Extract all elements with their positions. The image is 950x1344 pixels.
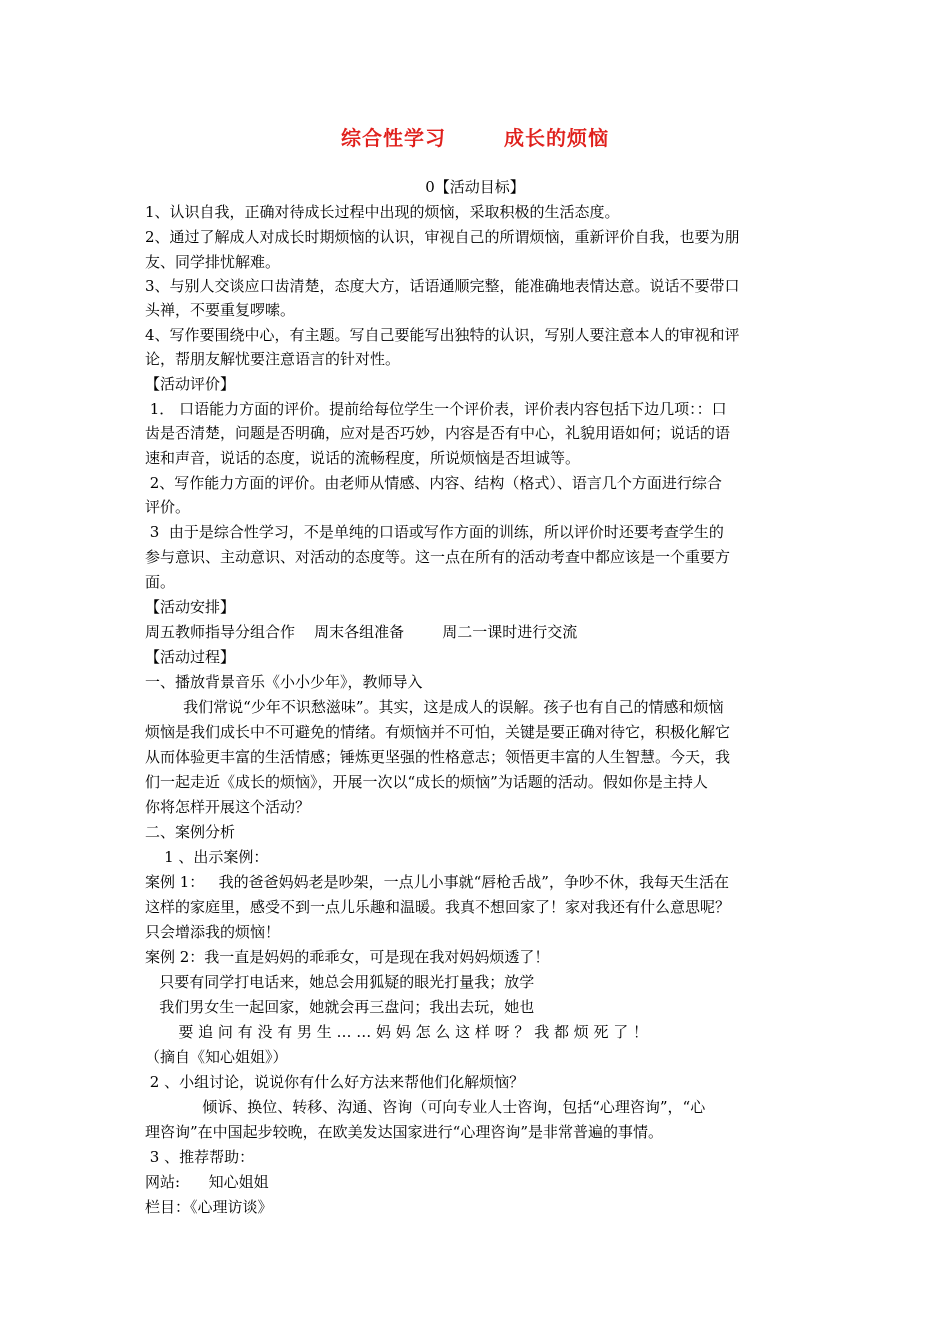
text-line: 我们男女生一起回家，她就会再三盘问；我出去玩，她也 <box>145 998 535 1016</box>
text-line: 网站: 知心姐姐 <box>145 1173 269 1191</box>
text-line: 1． 口语能力方面的评价。提前给每位学生一个评价表，评价表内容包括下边几项：：口 <box>145 400 727 418</box>
text-line: 3 由于是综合性学习，不是单纯的口语或写作方面的训练，所以评价时还要考查学生的 <box>145 523 724 541</box>
text-line: 2、写作能力方面的评价。由老师从情感、内容、结构（格式）、语言几个方面进行综合 <box>145 474 722 492</box>
text-line: 参与意识、主动意识、对活动的态度等。这一点在所有的活动考查中都应该是一个重要方 <box>145 548 731 566</box>
text-line: 从而体验更丰富的生活情感；锤炼更坚强的性格意志；领悟更丰富的人生智慧。今天，我 <box>145 748 731 766</box>
text-line: 们一起走近《成长的烦恼》，开展一次以“成长的烦恼”为话题的活动。假如你是主持人 <box>145 773 708 791</box>
text-line: 我们常说“少年不识愁滋味”。其实，这是成人的误解。孩子也有自己的情感和烦恼 <box>145 698 724 716</box>
text-line: 只要有同学打电话来，她总会用狐疑的眼光打量我；放学 <box>145 973 535 991</box>
text-line: 栏目：《心理访谈》 <box>145 1198 273 1216</box>
text-line: 理咨询”在中国起步较晚，在欧美发达国家进行“心理咨询”是非常普遍的事情。 <box>145 1123 664 1141</box>
text-line: 1、认识自我，正确对待成长过程中出现的烦恼，采取积极的生活态度。 <box>145 203 620 221</box>
text-line: 你将怎样开展这个活动？ <box>145 798 311 816</box>
section-heading-process: 【活动过程】 <box>145 648 236 666</box>
text-line: 案例 1： 我的爸爸妈妈老是吵架，一点儿小事就“唇枪舌战”，争吵不休，我每天生活在 <box>145 873 729 891</box>
page-title <box>0 122 950 151</box>
text-line: 倾诉、换位、转移、沟通、咨询（可向专业人士咨询，包括“心理咨询”，“心 <box>145 1098 706 1116</box>
text-line: 一、播放背景音乐《小小少年》，教师导入 <box>145 673 423 691</box>
text-line: 4、写作要围绕中心，有主题。写自己要能写出独特的认识，写别人要注意本人的审视和评 <box>145 326 740 344</box>
title-part-2: 成长的烦恼 <box>504 126 609 150</box>
text-line: 1 、出示案例： <box>145 848 269 866</box>
title-part-1: 综合性学习 <box>341 126 446 150</box>
text-line: 评价。 <box>145 498 191 516</box>
text-line: 头禅，不要重复啰嗦。 <box>145 301 296 319</box>
section-heading-arrangement: 【活动安排】 <box>145 598 236 616</box>
text-line: 2 、小组讨论，说说你有什么好方法来帮他们化解烦恼？ <box>145 1073 525 1091</box>
section-heading-evaluation: 【活动评价】 <box>145 375 236 393</box>
text-line: 3、与别人交谈应口齿清楚，态度大方，话语通顺完整，能准确地表情达意。说话不要带口 <box>145 277 740 295</box>
text-line: 面。 <box>145 573 176 591</box>
text-line: 论，帮朋友解忧要注意语言的针对性。 <box>145 350 401 368</box>
text-line: 友、同学排忧解难。 <box>145 253 281 271</box>
text-line: 烦恼是我们成长中不可避免的情绪。有烦恼并不可怕，关键是要正确对待它，积极化解它 <box>145 723 731 741</box>
text-line: 只会增添我的烦恼！ <box>145 923 281 941</box>
text-line: 周五教师指导分组合作 周末各组准备 周二一课时进行交流 <box>145 623 578 641</box>
text-line: 二、案例分析 <box>145 823 236 841</box>
section-heading-goals: 0【活动目标】 <box>425 178 525 196</box>
text-line: 齿是否清楚，问题是否明确，应对是否巧妙，内容是否有中心，礼貌用语如何；说话的语 <box>145 424 731 442</box>
text-line: 速和声音，说话的态度，说话的流畅程度，所说烦恼是否坦诚等。 <box>145 449 581 467</box>
text-line: 案例 2：我一直是妈妈的乖乖女，可是现在我对妈妈烦透了！ <box>145 948 550 966</box>
text-line: （摘自《知心姐姐》） <box>145 1048 288 1066</box>
text-line: 这样的家庭里，感受不到一点儿乐趣和温暖。我真不想回家了！家对我还有什么意思呢？ <box>145 898 731 916</box>
text-line: 要 追 问 有 没 有 男 生 … … 妈 妈 怎 么 这 样 呀 ？ 我 都 烦 死 了 ！ <box>145 1023 649 1041</box>
text-line: 2、通过了解成人对成长时期烦恼的认识，审视自己的所谓烦恼，重新评价自我，也要为朋 <box>145 228 740 246</box>
text-line: 3 、推荐帮助： <box>145 1148 255 1166</box>
